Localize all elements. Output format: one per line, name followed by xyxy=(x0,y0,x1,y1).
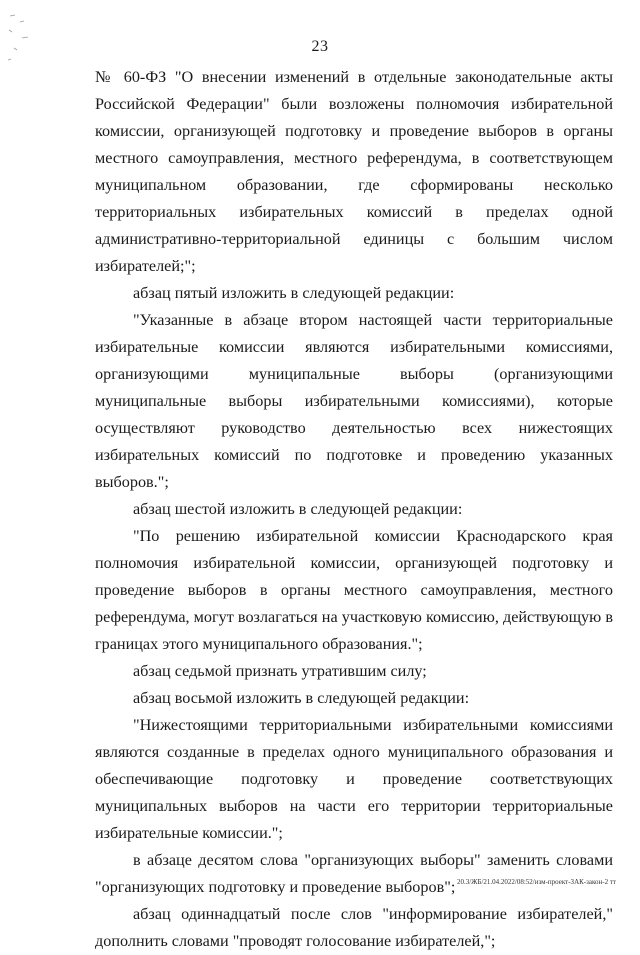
page-number: 23 xyxy=(311,38,329,55)
paragraph-abzac-7-repeal: абзац седьмой признать утратившим силу; xyxy=(133,662,427,680)
paragraph-abzac-6-text: "По решению избирательной комиссии Краснодарского края полномочия избирательной комиссии, организующей подготовку и проведение выборов в органы местного самоуправления, местного референдума, могут возлагаться на участковую комиссию, действующую в границах этого муниципального образования."; xyxy=(95,527,613,653)
paragraph-abzac-6-instruction: абзац шестой изложить в следующей редакции: xyxy=(133,500,463,518)
document-footer-code: 20.3/ЖБ/21.04.2022/08:52/изм-проект-ЗАК-закон-2 тт xyxy=(456,878,616,886)
paragraph-continuation: № 60-ФЗ "О внесении изменений в отдельные законодательные акты Российской Федерации" были возложены полномочия избирательной комиссии, организующей подготовку и проведение выборов в органы местного самоуправления, местного референдума, в соответствующем муниципальном образовании, где сформированы несколько территориальных избирательных комиссий в пределах одной административно-территориальной единицы с большим числом избирателей;"; xyxy=(95,68,613,275)
paragraph-abzac-8-text: "Нижестоящими территориальными избирательными комиссиями являются созданные в пределах одного муниципального образования и обеспечивающие подготовку и проведение соответствующих муниципальных выборов на части его территории территориальные избирательные комиссии."; xyxy=(95,716,613,842)
paragraph-abzac-5-instruction: абзац пятый изложить в следующей редакции: xyxy=(133,284,455,302)
paragraph-abzac-11-amendment: абзац одиннадцатый после слов "информирование избирателей," дополнить словами "проводят голосование избирателей,"; xyxy=(95,905,613,950)
document-body xyxy=(95,64,613,955)
paragraph-abzac-8-instruction: абзац восьмой изложить в следующей редакции: xyxy=(133,689,470,707)
paragraph-abzac-10-amendment: в абзаце десятом слова "организующих выборы" заменить словами "организующих подготовку и проведение выборов"; xyxy=(95,851,613,896)
paragraph-abzac-5-text: "Указанные в абзаце втором настоящей части территориальные избирательные комиссии являются избирательными комиссиями, организующими муниципальные выборы (организующими муниципальные выборы избирательными комиссиями), которые осуществляют руководство деятельностью всех нижестоящих избирательных комиссий по подготовке и проведению указанных выборов."; xyxy=(95,311,613,491)
